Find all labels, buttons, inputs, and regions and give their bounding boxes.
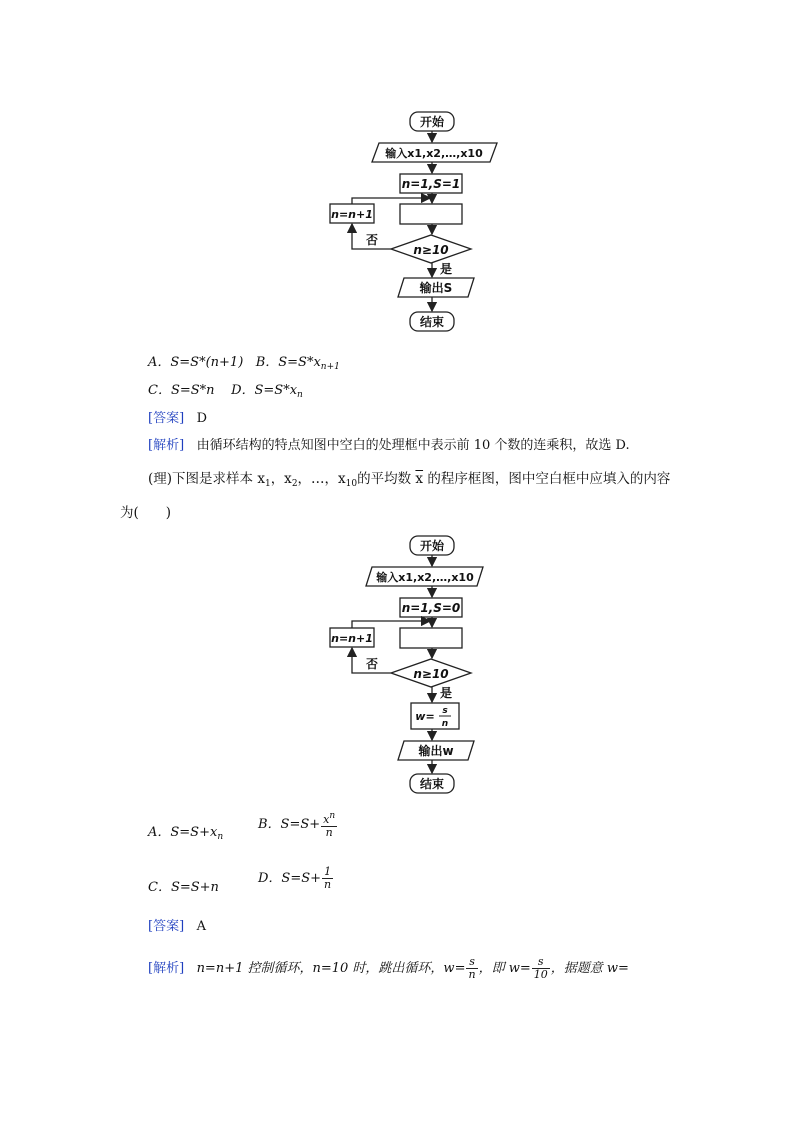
q2-answer bbox=[148, 918, 206, 936]
q2-stem-part-a: (理)下图是求样本 x bbox=[148, 471, 265, 487]
input-label: 输入x1,x2,…,x10 bbox=[385, 147, 483, 160]
increment-label: n=n+1 bbox=[331, 632, 373, 645]
q2-option-a-sub: n bbox=[217, 832, 224, 842]
q2-stem-part-d: 的平均数 bbox=[357, 471, 412, 487]
q2-option-a-text: A．S=S+x bbox=[148, 825, 218, 840]
yes-label: 是 bbox=[439, 686, 453, 700]
flowchart-2 bbox=[320, 532, 510, 798]
q2-option-b-den: n bbox=[321, 826, 337, 839]
q1-option-b-sub: n+1 bbox=[320, 362, 340, 372]
q2-option-d-fraction bbox=[322, 866, 333, 891]
output-label: 输出w bbox=[418, 744, 454, 758]
q1-option-d-sub: n bbox=[297, 390, 303, 400]
q2-analysis-f1-den: n bbox=[468, 968, 476, 981]
end-label: 结束 bbox=[419, 777, 445, 791]
q2-analysis-part-a: n=n+1 控制循环，n=10 时，跳出循环，w= bbox=[196, 961, 466, 976]
no-label: 否 bbox=[365, 233, 379, 247]
q2-option-a bbox=[148, 824, 223, 846]
q2-option-d bbox=[258, 866, 334, 891]
start-label: 开始 bbox=[419, 539, 445, 553]
no-label: 否 bbox=[365, 657, 379, 671]
q2-stem-line2 bbox=[120, 504, 171, 522]
q1-answer-tag: [答案] bbox=[148, 411, 185, 426]
q2-analysis-fraction-1 bbox=[466, 956, 477, 981]
q2-option-c-text: C．S=S+n bbox=[148, 880, 219, 895]
q2-analysis-part-b: ，即 w= bbox=[478, 961, 531, 976]
assign-denominator: n bbox=[441, 719, 449, 729]
q2-analysis-f2-num: s bbox=[537, 955, 544, 968]
q2-analysis-part-c: ，据题意 w= bbox=[550, 961, 629, 976]
q2-analysis-tag: [解析] bbox=[148, 961, 185, 976]
q2-answer-value: A bbox=[196, 919, 206, 934]
condition-label: n≥10 bbox=[413, 667, 449, 681]
increment-label: n=n+1 bbox=[331, 208, 373, 221]
q2-stem-line1: (理)下图是求样本 $x_1$，$x_2$，…，$x_{10}$的平均数 $\overline{x}$ 的程序框图，图中空白框中应填入的内容 bbox=[148, 471, 671, 489]
q2-option-b bbox=[258, 810, 338, 839]
q2-stem-part-c: ，…，x bbox=[297, 471, 346, 487]
q2-option-c bbox=[148, 879, 219, 897]
q1-analysis-tag: [解析] bbox=[148, 438, 185, 453]
q2-analysis-f1-num: s bbox=[469, 955, 475, 968]
q1-option-c: C．S=S*n bbox=[148, 383, 215, 398]
q2-analysis bbox=[148, 956, 629, 981]
output-label: 输出S bbox=[419, 281, 453, 295]
flowchart-1 bbox=[320, 108, 510, 336]
q1-option-d: D．S=S*x bbox=[231, 383, 298, 398]
q1-answer-value: D bbox=[196, 411, 207, 426]
q2-option-b-num: x bbox=[323, 813, 330, 826]
input-label: 输入x1,x2,…,x10 bbox=[376, 571, 474, 584]
q2-stem-part-e: 的程序框图，图中空白框中应填入的内容 bbox=[427, 471, 671, 487]
q2-option-d-num: 1 bbox=[324, 865, 332, 878]
condition-label: n≥10 bbox=[413, 243, 449, 257]
q2-answer-tag: [答案] bbox=[148, 919, 185, 934]
q2-analysis-fraction-2 bbox=[532, 956, 550, 981]
q1-options-ab bbox=[148, 354, 340, 376]
end-label: 结束 bbox=[419, 315, 445, 329]
yes-label: 是 bbox=[439, 262, 453, 276]
init-label: n=1,S=0 bbox=[401, 601, 461, 615]
start-label: 开始 bbox=[419, 115, 445, 129]
q2-stem-xbar: $\overline{x}$ bbox=[415, 471, 424, 487]
q2-option-d-text: D．S=S+ bbox=[258, 870, 322, 886]
q2-option-d-den: n bbox=[324, 878, 332, 891]
assign-numerator: s bbox=[442, 706, 448, 716]
q1-options-cd bbox=[148, 382, 303, 404]
q1-analysis bbox=[148, 437, 630, 455]
init-label: n=1,S=1 bbox=[401, 177, 461, 191]
blank-process-box bbox=[400, 204, 462, 224]
q2-analysis-f2-den: 10 bbox=[533, 968, 548, 981]
q1-option-a: A．S=S*(n+1) bbox=[148, 355, 244, 370]
q2-option-b-text: B．S=S+ bbox=[258, 816, 321, 832]
q2-option-b-fraction bbox=[321, 810, 337, 839]
q1-analysis-text: 由循环结构的特点知图中空白的处理框中表示前 10 个数的连乘积，故选 D. bbox=[196, 438, 630, 453]
q2-option-b-sup: n bbox=[329, 811, 336, 821]
assign-label: w= bbox=[415, 710, 435, 723]
q1-option-b: B．S=S*x bbox=[255, 355, 321, 370]
q2-stem-part-b: ，x bbox=[270, 471, 292, 487]
blank-process-box bbox=[400, 628, 462, 648]
q1-answer bbox=[148, 410, 207, 428]
q2-stem-blank: 为( ) bbox=[120, 505, 172, 521]
